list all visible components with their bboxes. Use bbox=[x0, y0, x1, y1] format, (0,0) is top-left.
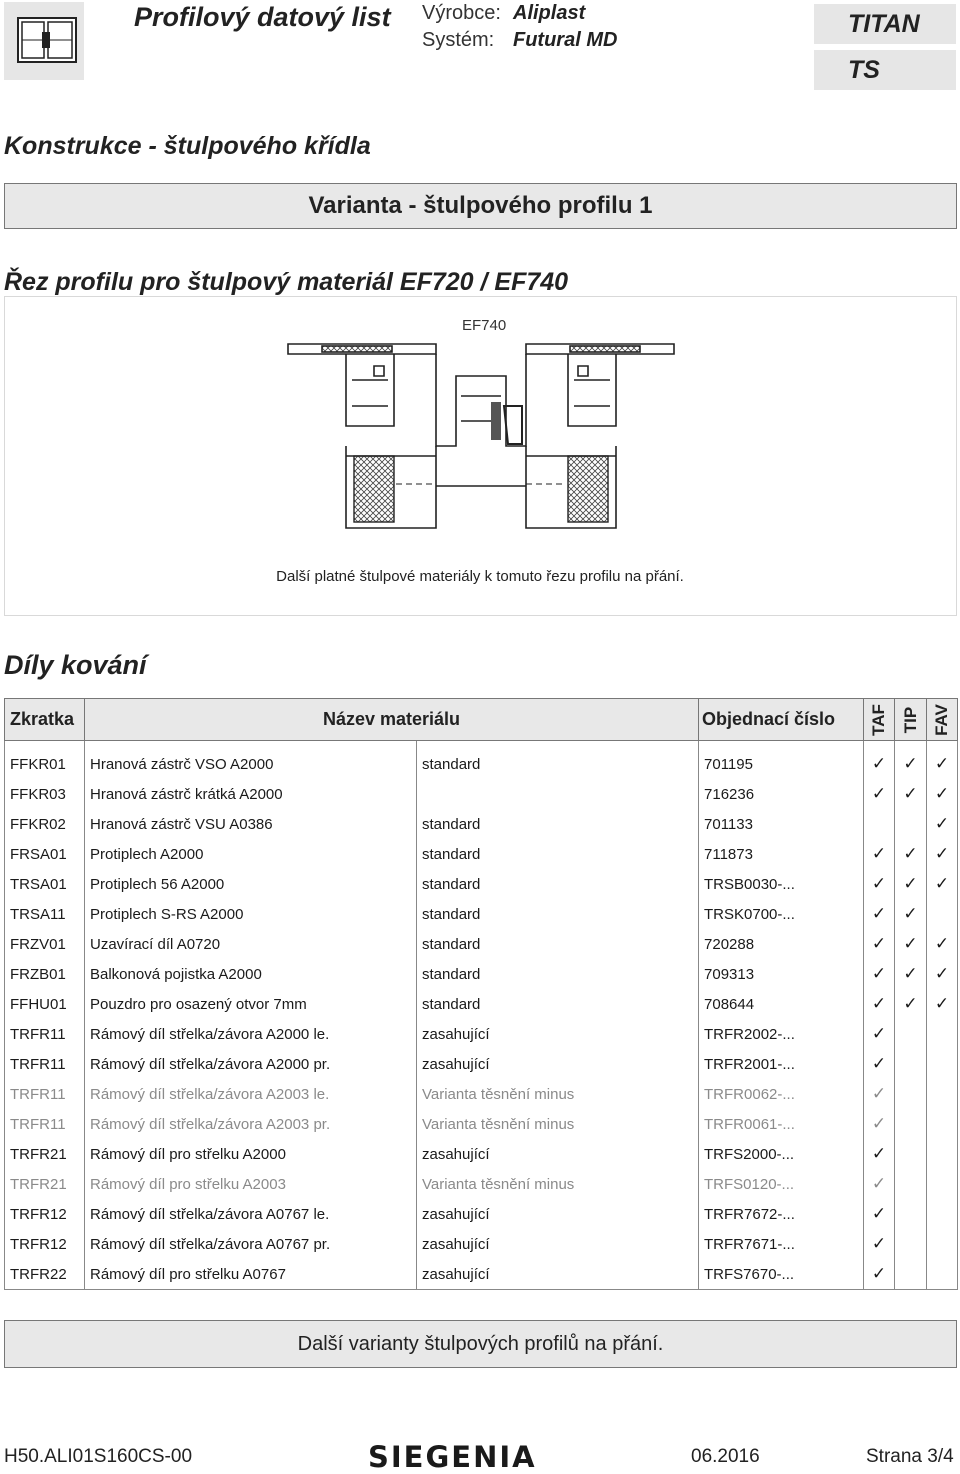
cell-order: TRFS0120-... bbox=[699, 1169, 864, 1199]
cell-name: Rámový díl pro střelku A2003 bbox=[85, 1169, 417, 1199]
cell-type: standard bbox=[417, 989, 699, 1019]
check-tip bbox=[895, 809, 927, 839]
table-row bbox=[5, 1169, 958, 1199]
check-tip: ✓ bbox=[895, 989, 927, 1019]
check-tip: ✓ bbox=[895, 899, 927, 929]
drawing-note: Další platné štulpové materiály k tomuto řezu profilu na přání. bbox=[276, 568, 684, 585]
cell-order: TRFS2000-... bbox=[699, 1139, 864, 1169]
cell-type: standard bbox=[417, 809, 699, 839]
table-row bbox=[5, 1229, 958, 1259]
cell-name: Uzavírací díl A0720 bbox=[85, 929, 417, 959]
table-row bbox=[5, 869, 958, 899]
cell-name: Hranová zástrč VSO A2000 bbox=[85, 741, 417, 780]
check-taf: ✓ bbox=[864, 869, 895, 899]
cell-code: TRFR21 bbox=[5, 1139, 85, 1169]
cell-name: Rámový díl střelka/závora A2000 pr. bbox=[85, 1049, 417, 1079]
table-row bbox=[5, 899, 958, 929]
table-row bbox=[5, 741, 958, 780]
cell-order: TRFR0061-... bbox=[699, 1109, 864, 1139]
check-fav: ✓ bbox=[927, 839, 958, 869]
cell-code: TRSA11 bbox=[5, 899, 85, 929]
check-fav bbox=[927, 1259, 958, 1290]
cell-code: TRSA01 bbox=[5, 869, 85, 899]
check-taf: ✓ bbox=[864, 1259, 895, 1290]
check-tip: ✓ bbox=[895, 839, 927, 869]
check-taf: ✓ bbox=[864, 1079, 895, 1109]
check-tip bbox=[895, 1199, 927, 1229]
cell-code: FFKR03 bbox=[5, 779, 85, 809]
system-label: Systém: bbox=[422, 29, 495, 51]
cell-type: standard bbox=[417, 741, 699, 780]
cell-order: TRFR2001-... bbox=[699, 1049, 864, 1079]
cell-code: TRFR22 bbox=[5, 1259, 85, 1290]
profile-section-title: Řez profilu pro štulpový materiál EF720 / EF740 bbox=[4, 268, 569, 296]
check-fav: ✓ bbox=[927, 741, 958, 780]
check-tip: ✓ bbox=[895, 869, 927, 899]
col-header-taf-label: TAF bbox=[869, 703, 889, 736]
check-fav bbox=[927, 1019, 958, 1049]
table-row bbox=[5, 1109, 958, 1139]
cell-order: TRFR2002-... bbox=[699, 1019, 864, 1049]
document-logo bbox=[4, 2, 84, 80]
table-row bbox=[5, 989, 958, 1019]
cell-name: Rámový díl střelka/závora A0767 le. bbox=[85, 1199, 417, 1229]
check-taf: ✓ bbox=[864, 1109, 895, 1139]
cell-order: 708644 bbox=[699, 989, 864, 1019]
table-row bbox=[5, 1139, 958, 1169]
manufacturer-label: Výrobce: bbox=[422, 2, 501, 24]
table-row bbox=[5, 1019, 958, 1049]
check-tip bbox=[895, 1139, 927, 1169]
cell-type: Varianta těsnění minus bbox=[417, 1079, 699, 1109]
check-taf: ✓ bbox=[864, 959, 895, 989]
cell-code: FRZB01 bbox=[5, 959, 85, 989]
cell-code: TRFR11 bbox=[5, 1019, 85, 1049]
profile-cross-section-drawing bbox=[286, 336, 676, 532]
cell-type: standard bbox=[417, 929, 699, 959]
cell-name: Protiplech 56 A2000 bbox=[85, 869, 417, 899]
cell-name: Pouzdro pro osazený otvor 7mm bbox=[85, 989, 417, 1019]
check-taf: ✓ bbox=[864, 899, 895, 929]
section-title: Konstrukce - štulpového křídla bbox=[4, 132, 371, 160]
check-taf: ✓ bbox=[864, 929, 895, 959]
table-row bbox=[5, 1259, 958, 1290]
cell-type: zasahující bbox=[417, 1199, 699, 1229]
cell-type: zasahující bbox=[417, 1049, 699, 1079]
check-fav bbox=[927, 1169, 958, 1199]
document-title: Profilový datový list bbox=[134, 2, 391, 32]
footer-page: Strana 3/4 bbox=[866, 1446, 954, 1467]
cell-type: Varianta těsnění minus bbox=[417, 1169, 699, 1199]
check-tip bbox=[895, 1019, 927, 1049]
cell-code: FFKR02 bbox=[5, 809, 85, 839]
cell-order: 716236 bbox=[699, 779, 864, 809]
cell-type: zasahující bbox=[417, 1259, 699, 1290]
manufacturer-value: Aliplast bbox=[513, 2, 586, 24]
footer-doc-code: H50.ALI01S160CS-00 bbox=[4, 1446, 193, 1467]
check-tip bbox=[895, 1049, 927, 1079]
cell-type: zasahující bbox=[417, 1229, 699, 1259]
cell-code: TRFR12 bbox=[5, 1199, 85, 1229]
col-header-fav bbox=[927, 699, 958, 741]
table-row bbox=[5, 1079, 958, 1109]
cell-code: TRFR11 bbox=[5, 1049, 85, 1079]
cell-order: TRFR7671-... bbox=[699, 1229, 864, 1259]
check-taf bbox=[864, 809, 895, 839]
system-value: Futural MD bbox=[513, 29, 618, 51]
cell-order: 701195 bbox=[699, 741, 864, 780]
check-fav: ✓ bbox=[927, 989, 958, 1019]
table-row bbox=[5, 1199, 958, 1229]
check-tip bbox=[895, 1229, 927, 1259]
check-fav bbox=[927, 1079, 958, 1109]
cell-code: FRSA01 bbox=[5, 839, 85, 869]
drawing-label: EF740 bbox=[462, 317, 507, 334]
table-row bbox=[5, 929, 958, 959]
check-tip bbox=[895, 1109, 927, 1139]
brand-ts: TS bbox=[814, 50, 956, 90]
cell-type: standard bbox=[417, 959, 699, 989]
check-tip: ✓ bbox=[895, 929, 927, 959]
table-row bbox=[5, 839, 958, 869]
check-taf: ✓ bbox=[864, 989, 895, 1019]
parts-title: Díly kování bbox=[4, 650, 147, 680]
cell-name: Rámový díl pro střelku A2000 bbox=[85, 1139, 417, 1169]
col-header-name: Název materiálu bbox=[85, 699, 699, 741]
cell-type: zasahující bbox=[417, 1019, 699, 1049]
col-header-order: Objednací číslo bbox=[699, 699, 864, 741]
check-taf: ✓ bbox=[864, 1169, 895, 1199]
cell-name: Rámový díl střelka/závora A0767 pr. bbox=[85, 1229, 417, 1259]
col-header-code: Zkratka bbox=[5, 699, 85, 741]
cell-order: TRFS7670-... bbox=[699, 1259, 864, 1290]
check-fav bbox=[927, 1049, 958, 1079]
check-tip: ✓ bbox=[895, 779, 927, 809]
col-header-fav-label: FAV bbox=[932, 703, 952, 736]
check-fav: ✓ bbox=[927, 959, 958, 989]
footer-date: 06.2016 bbox=[691, 1446, 760, 1467]
siegenia-logo: SIEGENIA bbox=[368, 1440, 537, 1474]
check-fav bbox=[927, 1139, 958, 1169]
cell-type: standard bbox=[417, 869, 699, 899]
col-header-taf bbox=[864, 699, 895, 741]
check-fav: ✓ bbox=[927, 779, 958, 809]
cell-code: TRFR21 bbox=[5, 1169, 85, 1199]
table-row bbox=[5, 959, 958, 989]
check-fav bbox=[927, 1109, 958, 1139]
check-taf: ✓ bbox=[864, 741, 895, 780]
cell-type: Varianta těsnění minus bbox=[417, 1109, 699, 1139]
cell-code: TRFR11 bbox=[5, 1109, 85, 1139]
cell-name: Hranová zástrč VSU A0386 bbox=[85, 809, 417, 839]
check-taf: ✓ bbox=[864, 1229, 895, 1259]
check-tip: ✓ bbox=[895, 959, 927, 989]
check-fav: ✓ bbox=[927, 929, 958, 959]
check-taf: ✓ bbox=[864, 1139, 895, 1169]
cell-order: TRSK0700-... bbox=[699, 899, 864, 929]
cell-type: zasahující bbox=[417, 1139, 699, 1169]
check-fav bbox=[927, 899, 958, 929]
cell-name: Rámový díl střelka/závora A2003 pr. bbox=[85, 1109, 417, 1139]
cell-code: FRZV01 bbox=[5, 929, 85, 959]
cell-code: TRFR12 bbox=[5, 1229, 85, 1259]
col-header-tip bbox=[895, 699, 927, 741]
check-taf: ✓ bbox=[864, 1049, 895, 1079]
col-header-tip-label: TIP bbox=[900, 706, 920, 733]
cell-name: Rámový díl střelka/závora A2003 le. bbox=[85, 1079, 417, 1109]
cell-type: standard bbox=[417, 899, 699, 929]
cell-name: Rámový díl pro střelku A0767 bbox=[85, 1259, 417, 1290]
more-variants-note: Další varianty štulpových profilů na přání. bbox=[4, 1320, 957, 1368]
cell-order: TRSB0030-... bbox=[699, 869, 864, 899]
cell-type: standard bbox=[417, 839, 699, 869]
check-fav bbox=[927, 1199, 958, 1229]
parts-table bbox=[4, 698, 958, 1290]
table-row bbox=[5, 779, 958, 809]
table-row bbox=[5, 809, 958, 839]
cell-order: 720288 bbox=[699, 929, 864, 959]
cell-name: Hranová zástrč krátká A2000 bbox=[85, 779, 417, 809]
cell-order: TRFR0062-... bbox=[699, 1079, 864, 1109]
check-taf: ✓ bbox=[864, 1019, 895, 1049]
cell-name: Protiplech A2000 bbox=[85, 839, 417, 869]
check-tip bbox=[895, 1079, 927, 1109]
cell-order: 711873 bbox=[699, 839, 864, 869]
parts-table-header bbox=[5, 699, 958, 741]
check-taf: ✓ bbox=[864, 1199, 895, 1229]
check-taf: ✓ bbox=[864, 779, 895, 809]
cell-order: 709313 bbox=[699, 959, 864, 989]
brand-titan: TITAN bbox=[814, 4, 956, 44]
check-fav: ✓ bbox=[927, 809, 958, 839]
cell-order: TRFR7672-... bbox=[699, 1199, 864, 1229]
cell-code: TRFR11 bbox=[5, 1079, 85, 1109]
cell-code: FFHU01 bbox=[5, 989, 85, 1019]
cell-name: Protiplech S-RS A2000 bbox=[85, 899, 417, 929]
cell-order: 701133 bbox=[699, 809, 864, 839]
variant-title: Varianta - štulpového profilu 1 bbox=[4, 183, 957, 229]
check-tip bbox=[895, 1259, 927, 1290]
cell-name: Balkonová pojistka A2000 bbox=[85, 959, 417, 989]
check-tip bbox=[895, 1169, 927, 1199]
window-profile-icon bbox=[4, 2, 84, 80]
cell-name: Rámový díl střelka/závora A2000 le. bbox=[85, 1019, 417, 1049]
check-fav bbox=[927, 1229, 958, 1259]
table-row bbox=[5, 1049, 958, 1079]
cell-type bbox=[417, 779, 699, 809]
check-fav: ✓ bbox=[927, 869, 958, 899]
check-taf: ✓ bbox=[864, 839, 895, 869]
cell-code: FFKR01 bbox=[5, 741, 85, 780]
check-tip: ✓ bbox=[895, 741, 927, 780]
